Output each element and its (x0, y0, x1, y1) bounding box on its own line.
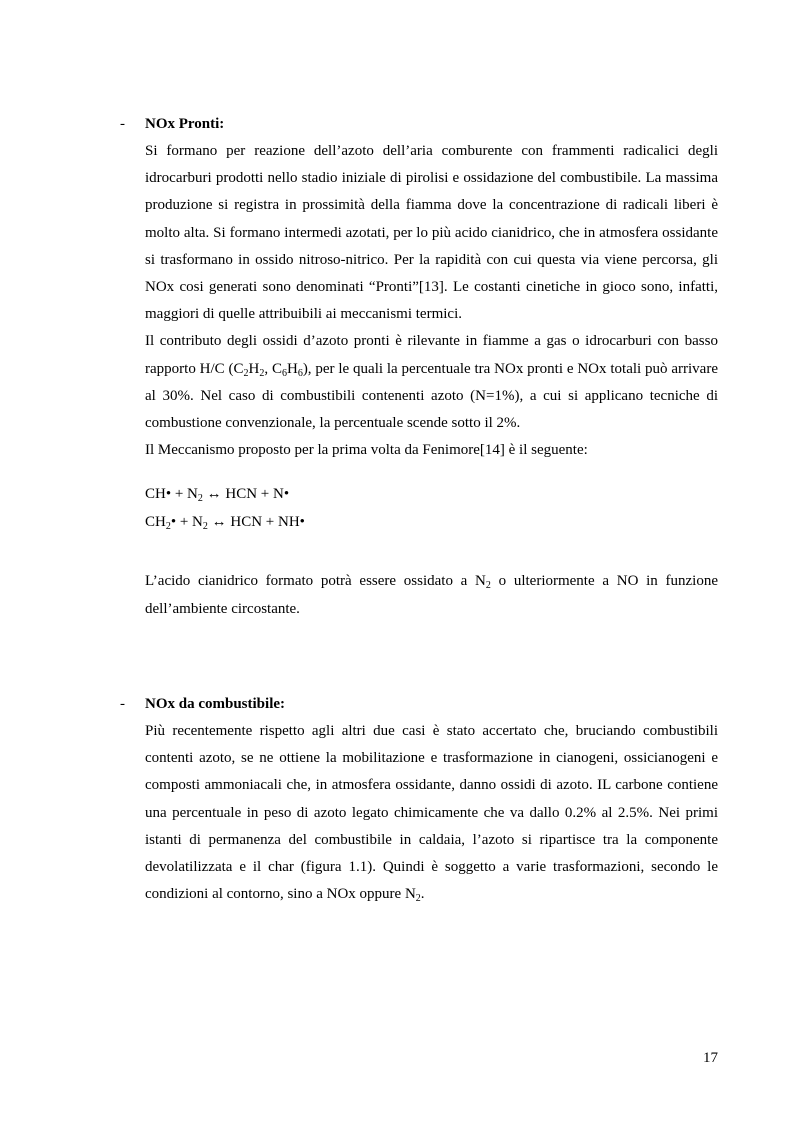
paragraph: Il Meccanismo proposto per la prima volta da Fenimore[14] è il seguente: (145, 442, 588, 459)
paragraph: Il contributo degli ossidi d’azoto pronti è rilevante in fiamme a gas o idrocarburi con basso rapporto H/C ($C_2H_2$, $C_6H_6$), per le quali la percentuale tra NOx pronti e NOx totali può arrivare al 30%. Nel caso di combustibili contenenti azoto (N=1%), a cui si applicano tecniche di combustione convenzionale, la percentuale scende sotto il 2%. (145, 333, 718, 432)
page-number: 17 (703, 1050, 718, 1066)
list-dash: - (120, 696, 125, 712)
paragraph: Si formano per reazione dell’azoto dell’aria comburente con frammenti radicalici degli idrocarburi prodotti nello stadio iniziale di pirolisi e ossidazione del combustibile. La massima produzione si registra in prossimità della fiamma dove la concentrazione di radicali liberi è molto alta. Si formano intermedi azotati, per lo più acido cianidrico, che in atmosfera ossidante si trasformano in ossido nitroso-nitrico. Per la rapidità con cui questa via viene percorsa, gli NOx cosi generati sono denominati “Pronti”[13]. Le costanti cinetiche in gioco sono, infatti, maggiori di quelle attribuibili ai meccanismi termici. (145, 143, 718, 323)
equation: $CH_2• + N_2$ ↔ HCN + NH• (145, 514, 305, 533)
list-dash: - (120, 116, 125, 132)
paragraph: L’acido cianidrico formato potrà essere ossidato a $N_2$ o ulteriormente a NO in funzione dell’ambiente circostante. (145, 573, 718, 617)
section-nox-pronti (120, 111, 718, 623)
section-heading: NOx da combustibile: (145, 696, 286, 712)
section-heading: NOx Pronti: (145, 116, 225, 132)
paragraph: Più recentemente rispetto agli altri due casi è stato accertato che, bruciando combustibili contenti azoto, se ne ottiene la mobilitazione e trasformazione in cianogeni, ossicianogeni e composti ammoniacali che, in atmosfera ossidante, danno ossidi di azoto. IL carbone contiene una percentuale in peso di azoto legato chimicamente che va dallo 0.2% al 2.5%. Nei primi istanti di permanenza del combustibile in caldaia, l’azoto si ripartisce tra la componente devolatilizzata e il char (figura 1.1). Quindi è soggetto a varie trasformazioni, secondo le condizioni al contorno, sino a NOx oppure $N_2$. (145, 723, 718, 905)
equation: CH• + $N_2$ ↔ HCN + N• (145, 486, 290, 505)
section-nox-combustibile (120, 691, 718, 908)
